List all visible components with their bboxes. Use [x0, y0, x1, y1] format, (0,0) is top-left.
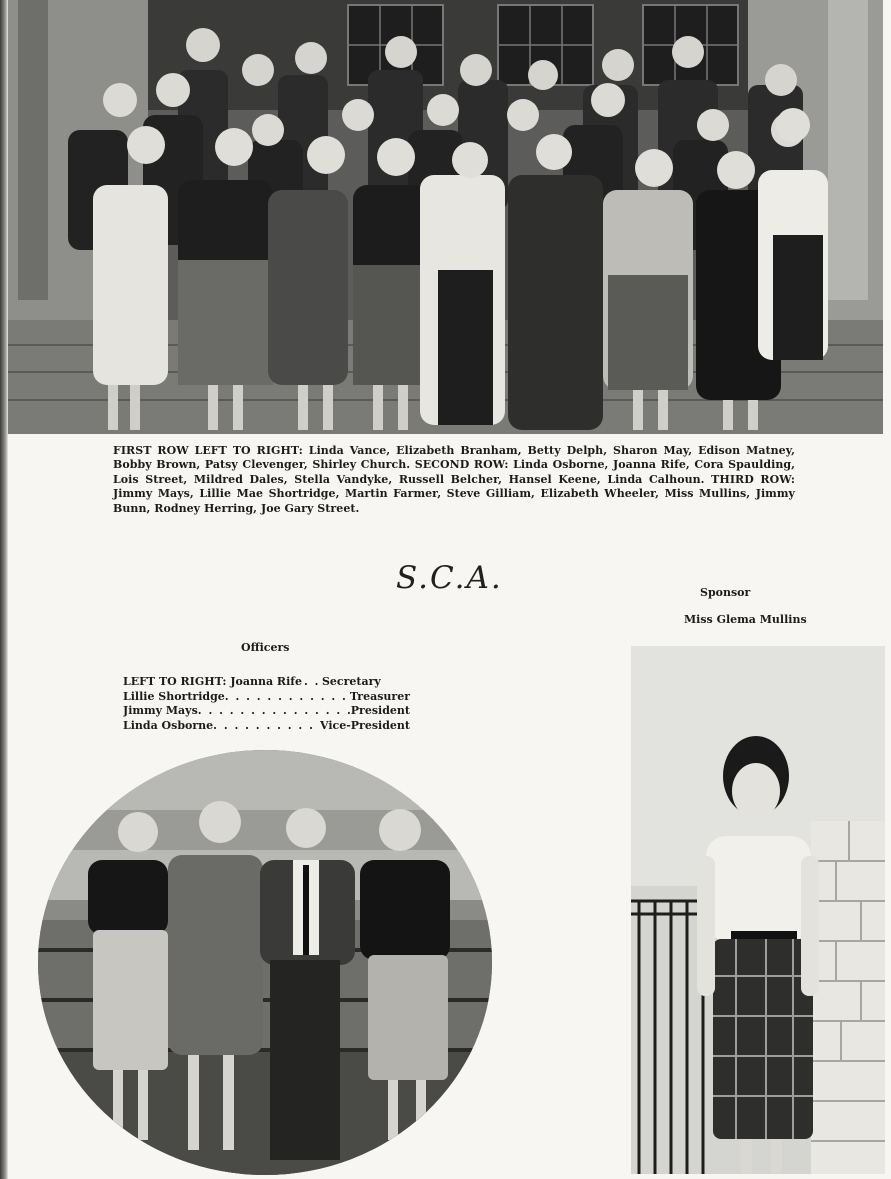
sponsor-photo: [631, 646, 885, 1174]
officer-role: President: [350, 704, 410, 718]
officers-photo-image: [38, 750, 492, 1175]
officer-row: [123, 690, 410, 705]
first-row-names: Linda Vance, Elizabeth Branham, Betty Delph, Sharon May, Edison Matney, Bobby Brown, Patsy Clevenger, Shirley Church.: [113, 444, 795, 472]
officer-row: [123, 675, 410, 690]
officer-name: Joanna Rife: [230, 675, 302, 688]
third-row-names: Jimmy Mays, Lillie Mae Shortridge, Martin Farmer, Steve Gilliam, Elizabeth Wheeler, Miss Mullins, Jimmy Bunn, Rodney Herring, Joe Gary Street.: [113, 487, 795, 515]
officer-name: Jimmy Mays: [123, 704, 198, 718]
sponsor-name: Miss Glema Mullins: [684, 613, 807, 626]
officers-photo: [38, 750, 492, 1175]
group-photo: [8, 0, 883, 434]
officer-name: Lillie Shortridge: [123, 689, 225, 703]
officer-role: Vice-President: [320, 718, 410, 732]
sponsor-photo-image: [631, 646, 885, 1174]
officer-role: Treasurer: [349, 689, 410, 703]
officer-row: [123, 719, 410, 734]
officer-row: [123, 704, 410, 719]
first-row-label: FIRST ROW LEFT TO RIGHT:: [113, 444, 303, 457]
officer-role: Secretary: [321, 675, 381, 688]
page-binding-edge: [0, 0, 8, 1179]
second-row-label: SECOND ROW:: [414, 458, 509, 472]
third-row-label: THIRD ROW:: [711, 472, 795, 486]
officers-lead-label: LEFT TO RIGHT:: [123, 675, 227, 688]
sponsor-heading: Sponsor: [700, 586, 751, 599]
officers-list: [123, 675, 410, 733]
officers-heading: Officers: [241, 641, 290, 654]
page-title: S.C.A.: [396, 560, 503, 596]
officer-name: Linda Osborne: [123, 718, 214, 732]
group-photo-caption: [113, 444, 795, 516]
group-photo-image: [8, 0, 883, 434]
second-row-names: Linda Osborne, Joanna Rife, Cora Spaulding, Lois Street, Mildred Dales, Stella Vandyke, Russell Belcher, Hansel Keene, Linda Calhoun.: [113, 458, 795, 486]
